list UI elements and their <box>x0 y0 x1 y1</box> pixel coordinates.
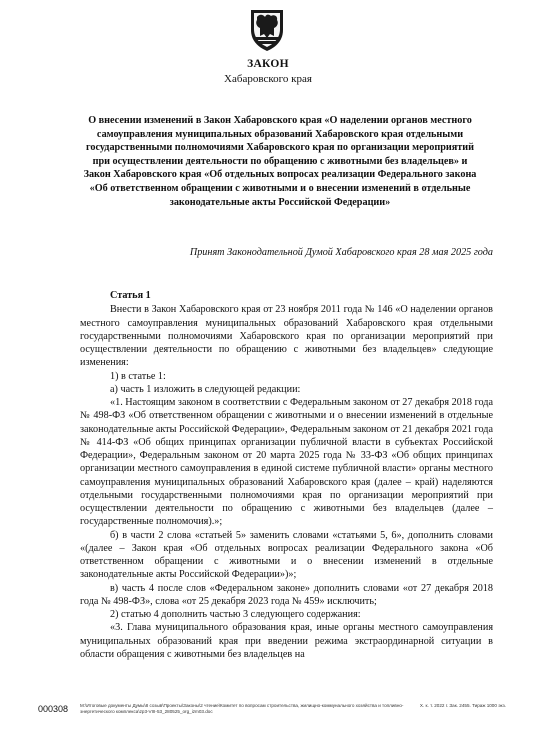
paragraph: Внести в Закон Хабаровского края от 23 ноября 2011 года № 146 «О наделении органов местного самоуправления муниципальных образований Хабаровского края отдельными государственными полномочиями Хабаровского края по организации мероприятий при осуществлении деятельности по обращению с животными без владельцев» следующие изменения: <box>80 304 493 369</box>
paragraph: в) часть 4 после слов «Федеральном законе» дополнить словами «от 27 декабря 2018 года № 498-ФЗ», слова «от 25 декабря 2023 года № 459» исключить; <box>80 582 493 607</box>
paragraph: «3. Глава муниципального образования края, иные органы местного самоуправления муниципальных образований края при введении режима экстраординарной ситуации в области обращения с животными без владельцев на <box>80 622 493 660</box>
law-heading: О внесении изменений в Закон Хабаровского края «О наделении органов местного самоуправления муниципальных образований Хабаровского края отдельными государственными полномочиями Хабаровского края по организации мероприятий при осуществлении деятельности по обращению с животными без владельцев» и Закон Хабаровского края «Об отдельных вопросах реализации Федерального закона «Об ответственном обращении с животными и о внесении изменений в отдельные законодательные акты Российской Федерации» <box>83 115 477 208</box>
law-region: Хабаровского края <box>224 73 312 85</box>
footer-print-info: Х. к. т. 2022 г. Зак. 2455. Тираж 1000 экз. <box>419 703 506 708</box>
paragraph: а) часть 1 изложить в следующей редакции: <box>110 383 301 395</box>
paragraph: «1. Настоящим законом в соответствии с Федеральным законом от 27 декабря 2018 года № 498-ФЗ «Об ответственном обращении с животными и о внесении изменений в отдельные законодательные акты Российской Федерации», Федеральным законом от 21 декабря 2021 года № 414-ФЗ «Об общих принципах организации публичной власти в субъектах Российской Федерации», Федеральным законом от 20 марта 2025 года № 33-ФЗ «Об общих принципах организации местного самоуправления в единой системе публичной власти» органы местного самоуправления муниципальных образований Хабаровского края (далее – край) наделяются отдельными государственными полномочиями края по организации мероприятий при осуществлении деятельности по обращению с животными без владельцев (далее – государственные полномочия).»; <box>80 397 493 528</box>
document-number: 000308 <box>38 704 69 714</box>
footer-path-left: M:\Итоговые документы Думы\8 созыв\Проекты\Законы\2 чтение\Комитет по вопросам строительства, жилищно-коммунального хозяйства и топливно-энергетического комплекса\zp3-VIII-53_280525_org_izm03.doc <box>80 703 404 714</box>
paragraph: 1) в статье 1: <box>110 370 166 382</box>
paragraph: б) в части 2 слова «статьей 5» заменить словами «статьями 5, 6», дополнить словами «(далее – Закон края «Об отдельных вопросах реализации Федерального закона «Об ответственном обращении с животными и о внесении изменений в отдельные законодательные акты Российской Федерации»)»; <box>80 529 493 581</box>
law-title: ЗАКОН <box>247 58 289 70</box>
law-body <box>80 289 493 661</box>
paragraph: 2) статью 4 дополнить частью 3 следующего содержания: <box>110 609 361 620</box>
footer-file-path <box>80 703 506 715</box>
article-title: Статья 1 <box>110 290 151 301</box>
coat-of-arms-emblem <box>248 8 286 52</box>
adoption-line: Принят Законодательной Думой Хабаровского края 28 мая 2025 года <box>189 247 493 258</box>
